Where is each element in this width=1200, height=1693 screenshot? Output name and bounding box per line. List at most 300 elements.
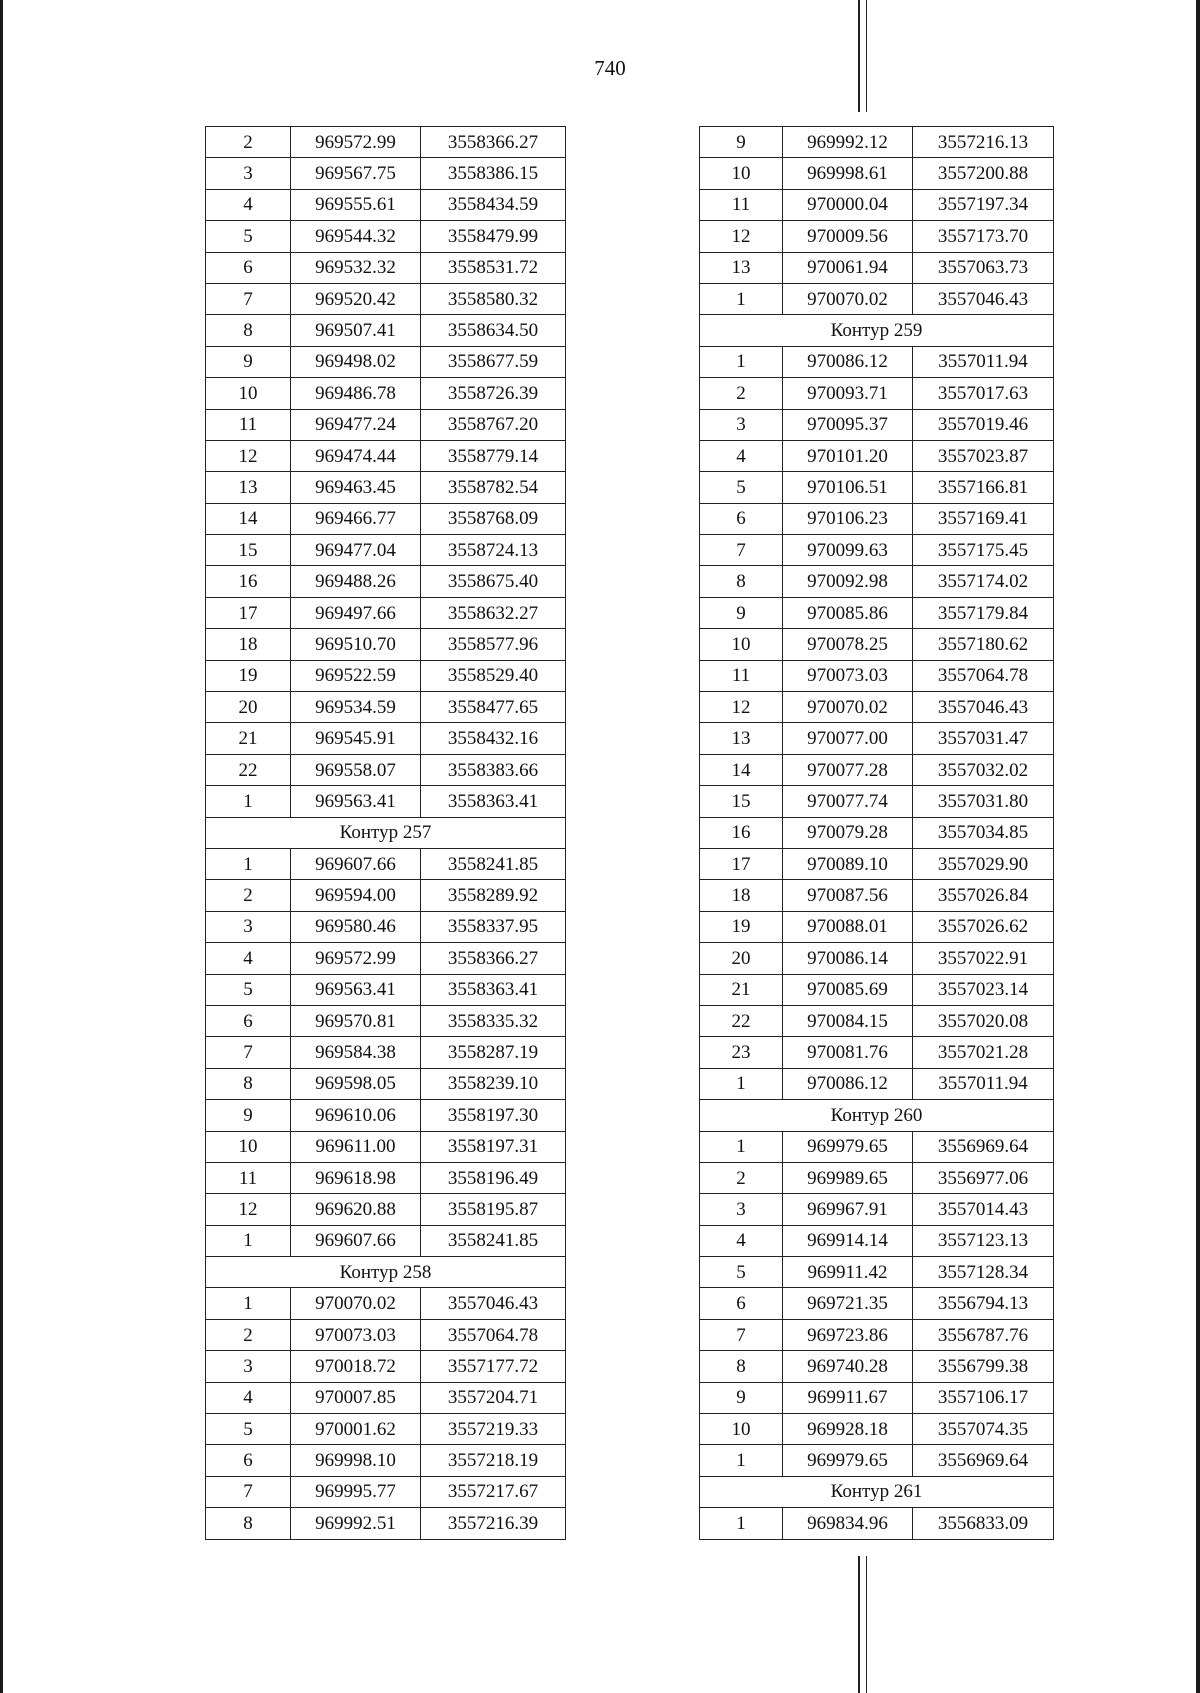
scan-right-border	[1196, 0, 1200, 1693]
x-coordinate: 969522.59	[291, 660, 421, 691]
point-number: 17	[700, 848, 783, 879]
point-number: 2	[700, 378, 783, 409]
x-coordinate: 969466.77	[291, 503, 421, 534]
point-number: 4	[700, 1225, 783, 1256]
point-number: 1	[700, 1445, 783, 1476]
y-coordinate: 3557218.19	[421, 1445, 566, 1476]
x-coordinate: 969607.66	[291, 848, 421, 879]
table-row	[700, 1288, 1054, 1319]
y-coordinate: 3558386.15	[421, 158, 566, 189]
y-coordinate: 3557174.02	[913, 566, 1054, 597]
table-row	[206, 1445, 566, 1476]
point-number: 14	[206, 503, 291, 534]
table-row	[206, 503, 566, 534]
table-row	[700, 911, 1054, 942]
x-coordinate: 970061.94	[783, 252, 913, 283]
table-row	[206, 535, 566, 566]
point-number: 3	[206, 158, 291, 189]
table-row	[700, 597, 1054, 628]
x-coordinate: 969979.65	[783, 1445, 913, 1476]
table-row	[206, 1288, 566, 1319]
scan-mark-bottom	[858, 1556, 860, 1693]
x-coordinate: 970086.14	[783, 943, 913, 974]
table-row	[206, 1194, 566, 1225]
y-coordinate: 3557046.43	[913, 692, 1054, 723]
y-coordinate: 3558432.16	[421, 723, 566, 754]
table-row	[206, 660, 566, 691]
point-number: 11	[206, 409, 291, 440]
point-number: 21	[700, 974, 783, 1005]
y-coordinate: 3557179.84	[913, 597, 1054, 628]
x-coordinate: 970070.02	[783, 692, 913, 723]
table-row	[700, 848, 1054, 879]
x-coordinate: 970086.12	[783, 1068, 913, 1099]
y-coordinate: 3557169.41	[913, 503, 1054, 534]
y-coordinate: 3557200.88	[913, 158, 1054, 189]
point-number: 5	[700, 1257, 783, 1288]
y-coordinate: 3558434.59	[421, 189, 566, 220]
x-coordinate: 970078.25	[783, 629, 913, 660]
table-row	[206, 127, 566, 158]
contour-label: Контур 258	[206, 1257, 566, 1288]
y-coordinate: 3557034.85	[913, 817, 1054, 848]
contour-header-row	[206, 817, 566, 848]
point-number: 2	[206, 127, 291, 158]
y-coordinate: 3558782.54	[421, 472, 566, 503]
point-number: 8	[206, 1068, 291, 1099]
y-coordinate: 3558767.20	[421, 409, 566, 440]
table-row	[206, 848, 566, 879]
table-row	[700, 535, 1054, 566]
x-coordinate: 970089.10	[783, 848, 913, 879]
x-coordinate: 970070.02	[783, 283, 913, 314]
x-coordinate: 969610.06	[291, 1100, 421, 1131]
x-coordinate: 970085.86	[783, 597, 913, 628]
y-coordinate: 3557031.80	[913, 786, 1054, 817]
y-coordinate: 3558241.85	[421, 848, 566, 879]
y-coordinate: 3558634.50	[421, 315, 566, 346]
point-number: 6	[700, 1288, 783, 1319]
x-coordinate: 969477.24	[291, 409, 421, 440]
table-row	[700, 1445, 1054, 1476]
x-coordinate: 969992.12	[783, 127, 913, 158]
y-coordinate: 3558337.95	[421, 911, 566, 942]
y-coordinate: 3557063.73	[913, 252, 1054, 283]
table-row	[206, 378, 566, 409]
point-number: 18	[206, 629, 291, 660]
y-coordinate: 3558677.59	[421, 346, 566, 377]
table-row	[700, 1414, 1054, 1445]
table-row	[206, 440, 566, 471]
x-coordinate: 969572.99	[291, 127, 421, 158]
y-coordinate: 3557173.70	[913, 221, 1054, 252]
table-row	[700, 974, 1054, 1005]
x-coordinate: 969498.02	[291, 346, 421, 377]
y-coordinate: 3557031.47	[913, 723, 1054, 754]
x-coordinate: 970106.23	[783, 503, 913, 534]
x-coordinate: 969723.86	[783, 1319, 913, 1350]
y-coordinate: 3558366.27	[421, 943, 566, 974]
point-number: 10	[206, 378, 291, 409]
table-row	[206, 1225, 566, 1256]
y-coordinate: 3557177.72	[421, 1351, 566, 1382]
point-number: 9	[206, 346, 291, 377]
point-number: 1	[700, 1508, 783, 1539]
table-row	[700, 943, 1054, 974]
table-row	[700, 378, 1054, 409]
point-number: 5	[206, 1414, 291, 1445]
point-number: 1	[206, 1225, 291, 1256]
y-coordinate: 3558196.49	[421, 1162, 566, 1193]
point-number: 22	[206, 754, 291, 785]
table-row	[206, 911, 566, 942]
table-row	[206, 566, 566, 597]
x-coordinate: 969567.75	[291, 158, 421, 189]
y-coordinate: 3558197.31	[421, 1131, 566, 1162]
x-coordinate: 969967.91	[783, 1194, 913, 1225]
table-row	[206, 1131, 566, 1162]
table-row	[700, 1225, 1054, 1256]
x-coordinate: 970084.15	[783, 1005, 913, 1036]
contour-label: Контур 259	[700, 315, 1054, 346]
table-row	[700, 158, 1054, 189]
x-coordinate: 969570.81	[291, 1005, 421, 1036]
table-row	[206, 189, 566, 220]
point-number: 11	[206, 1162, 291, 1193]
table-row	[700, 472, 1054, 503]
point-number: 8	[700, 1351, 783, 1382]
point-number: 3	[700, 409, 783, 440]
table-row	[206, 786, 566, 817]
table-row	[206, 692, 566, 723]
table-row	[700, 1131, 1054, 1162]
point-number: 6	[206, 252, 291, 283]
y-coordinate: 3557217.67	[421, 1476, 566, 1507]
point-number: 21	[206, 723, 291, 754]
table-row	[206, 1319, 566, 1350]
table-row	[206, 283, 566, 314]
y-coordinate: 3558287.19	[421, 1037, 566, 1068]
x-coordinate: 969463.45	[291, 472, 421, 503]
contour-header-row	[700, 1476, 1054, 1507]
y-coordinate: 3556969.64	[913, 1131, 1054, 1162]
point-number: 10	[700, 1414, 783, 1445]
x-coordinate: 969618.98	[291, 1162, 421, 1193]
x-coordinate: 970077.28	[783, 754, 913, 785]
table-row	[700, 1037, 1054, 1068]
point-number: 6	[700, 503, 783, 534]
contour-label: Контур 257	[206, 817, 566, 848]
point-number: 23	[700, 1037, 783, 1068]
y-coordinate: 3558779.14	[421, 440, 566, 471]
table-row	[700, 723, 1054, 754]
y-coordinate: 3557014.43	[913, 1194, 1054, 1225]
table-row	[206, 346, 566, 377]
point-number: 2	[206, 880, 291, 911]
x-coordinate: 969989.65	[783, 1162, 913, 1193]
table-row	[700, 629, 1054, 660]
x-coordinate: 969911.67	[783, 1382, 913, 1413]
y-coordinate: 3558726.39	[421, 378, 566, 409]
x-coordinate: 969995.77	[291, 1476, 421, 1507]
table-row	[700, 566, 1054, 597]
y-coordinate: 3557032.02	[913, 754, 1054, 785]
table-row	[206, 409, 566, 440]
x-coordinate: 970087.56	[783, 880, 913, 911]
point-number: 13	[700, 252, 783, 283]
point-number: 8	[206, 1508, 291, 1539]
x-coordinate: 969598.05	[291, 1068, 421, 1099]
y-coordinate: 3557046.43	[913, 283, 1054, 314]
x-coordinate: 969545.91	[291, 723, 421, 754]
point-number: 12	[206, 440, 291, 471]
point-number: 8	[700, 566, 783, 597]
y-coordinate: 3556969.64	[913, 1445, 1054, 1476]
y-coordinate: 3557123.13	[913, 1225, 1054, 1256]
point-number: 10	[700, 629, 783, 660]
y-coordinate: 3557011.94	[913, 346, 1054, 377]
y-coordinate: 3558675.40	[421, 566, 566, 597]
coordinates-table-left	[205, 126, 566, 1540]
contour-header-row	[700, 315, 1054, 346]
y-coordinate: 3556799.38	[913, 1351, 1054, 1382]
table-row	[700, 252, 1054, 283]
y-coordinate: 3557175.45	[913, 535, 1054, 566]
y-coordinate: 3557197.34	[913, 189, 1054, 220]
x-coordinate: 969474.44	[291, 440, 421, 471]
table-row	[700, 1382, 1054, 1413]
y-coordinate: 3557204.71	[421, 1382, 566, 1413]
table-row	[700, 283, 1054, 314]
point-number: 10	[206, 1131, 291, 1162]
point-number: 12	[206, 1194, 291, 1225]
x-coordinate: 970086.12	[783, 346, 913, 377]
table-row	[206, 723, 566, 754]
table-row	[700, 1508, 1054, 1539]
table-row	[700, 786, 1054, 817]
point-number: 18	[700, 880, 783, 911]
x-coordinate: 969563.41	[291, 974, 421, 1005]
point-number: 4	[206, 1382, 291, 1413]
table-row	[700, 440, 1054, 471]
table-row	[206, 1382, 566, 1413]
contour-header-row	[700, 1100, 1054, 1131]
table-row	[700, 1319, 1054, 1350]
x-coordinate: 969488.26	[291, 566, 421, 597]
x-coordinate: 969486.78	[291, 378, 421, 409]
point-number: 7	[206, 1037, 291, 1068]
table-row	[206, 221, 566, 252]
x-coordinate: 970073.03	[291, 1319, 421, 1350]
point-number: 2	[700, 1162, 783, 1193]
table-row	[206, 1351, 566, 1382]
x-coordinate: 970092.98	[783, 566, 913, 597]
table-row	[700, 817, 1054, 848]
table-row	[206, 1037, 566, 1068]
y-coordinate: 3557216.39	[421, 1508, 566, 1539]
contour-label: Контур 261	[700, 1476, 1054, 1507]
x-coordinate: 970106.51	[783, 472, 913, 503]
x-coordinate: 969520.42	[291, 283, 421, 314]
table-row	[206, 472, 566, 503]
point-number: 15	[206, 535, 291, 566]
point-number: 7	[700, 1319, 783, 1350]
x-coordinate: 970077.74	[783, 786, 913, 817]
x-coordinate: 969620.88	[291, 1194, 421, 1225]
y-coordinate: 3558239.10	[421, 1068, 566, 1099]
point-number: 14	[700, 754, 783, 785]
x-coordinate: 969979.65	[783, 1131, 913, 1162]
y-coordinate: 3556787.76	[913, 1319, 1054, 1350]
point-number: 6	[206, 1445, 291, 1476]
scan-mark-top-2	[866, 0, 867, 112]
table-row	[700, 692, 1054, 723]
x-coordinate: 969558.07	[291, 754, 421, 785]
table-row	[700, 660, 1054, 691]
scan-mark-bottom-2	[866, 1556, 867, 1693]
table-row	[700, 1068, 1054, 1099]
table-row	[700, 221, 1054, 252]
y-coordinate: 3558241.85	[421, 1225, 566, 1256]
x-coordinate: 969992.51	[291, 1508, 421, 1539]
x-coordinate: 969563.41	[291, 786, 421, 817]
table-row	[206, 943, 566, 974]
point-number: 20	[700, 943, 783, 974]
x-coordinate: 969532.32	[291, 252, 421, 283]
x-coordinate: 969928.18	[783, 1414, 913, 1445]
table-row	[206, 1508, 566, 1539]
table-row	[206, 1162, 566, 1193]
y-coordinate: 3557180.62	[913, 629, 1054, 660]
x-coordinate: 970085.69	[783, 974, 913, 1005]
x-coordinate: 970095.37	[783, 409, 913, 440]
table-row	[206, 974, 566, 1005]
point-number: 1	[700, 283, 783, 314]
table-row	[700, 409, 1054, 440]
point-number: 4	[206, 943, 291, 974]
table-row	[700, 880, 1054, 911]
y-coordinate: 3557026.62	[913, 911, 1054, 942]
x-coordinate: 970081.76	[783, 1037, 913, 1068]
point-number: 13	[206, 472, 291, 503]
x-coordinate: 969544.32	[291, 221, 421, 252]
y-coordinate: 3557017.63	[913, 378, 1054, 409]
contour-header-row	[206, 1257, 566, 1288]
x-coordinate: 969721.35	[783, 1288, 913, 1319]
x-coordinate: 970079.28	[783, 817, 913, 848]
x-coordinate: 970001.62	[291, 1414, 421, 1445]
table-row	[206, 315, 566, 346]
y-coordinate: 3558768.09	[421, 503, 566, 534]
x-coordinate: 970009.56	[783, 221, 913, 252]
point-number: 7	[206, 1476, 291, 1507]
point-number: 20	[206, 692, 291, 723]
point-number: 1	[700, 346, 783, 377]
x-coordinate: 970073.03	[783, 660, 913, 691]
x-coordinate: 969584.38	[291, 1037, 421, 1068]
y-coordinate: 3557023.14	[913, 974, 1054, 1005]
point-number: 16	[700, 817, 783, 848]
table-row	[700, 127, 1054, 158]
y-coordinate: 3558289.92	[421, 880, 566, 911]
point-number: 6	[206, 1005, 291, 1036]
y-coordinate: 3557020.08	[913, 1005, 1054, 1036]
table-row	[206, 1100, 566, 1131]
scan-mark-top	[858, 0, 860, 112]
y-coordinate: 3558529.40	[421, 660, 566, 691]
x-coordinate: 970099.63	[783, 535, 913, 566]
point-number: 4	[700, 440, 783, 471]
y-coordinate: 3558477.65	[421, 692, 566, 723]
y-coordinate: 3558479.99	[421, 221, 566, 252]
point-number: 5	[700, 472, 783, 503]
y-coordinate: 3557166.81	[913, 472, 1054, 503]
x-coordinate: 970093.71	[783, 378, 913, 409]
point-number: 9	[206, 1100, 291, 1131]
y-coordinate: 3557219.33	[421, 1414, 566, 1445]
x-coordinate: 969740.28	[783, 1351, 913, 1382]
y-coordinate: 3557021.28	[913, 1037, 1054, 1068]
table-row	[700, 346, 1054, 377]
point-number: 1	[206, 786, 291, 817]
point-number: 3	[700, 1194, 783, 1225]
table-row	[206, 1414, 566, 1445]
x-coordinate: 969998.10	[291, 1445, 421, 1476]
y-coordinate: 3558363.41	[421, 974, 566, 1005]
y-coordinate: 3556977.06	[913, 1162, 1054, 1193]
y-coordinate: 3558580.32	[421, 283, 566, 314]
point-number: 2	[206, 1319, 291, 1350]
y-coordinate: 3558335.32	[421, 1005, 566, 1036]
x-coordinate: 970000.04	[783, 189, 913, 220]
table-row	[206, 754, 566, 785]
point-number: 9	[700, 597, 783, 628]
y-coordinate: 3558531.72	[421, 252, 566, 283]
point-number: 7	[206, 283, 291, 314]
x-coordinate: 969497.66	[291, 597, 421, 628]
y-coordinate: 3557064.78	[913, 660, 1054, 691]
point-number: 12	[700, 221, 783, 252]
y-coordinate: 3558632.27	[421, 597, 566, 628]
x-coordinate: 969572.99	[291, 943, 421, 974]
point-number: 4	[206, 189, 291, 220]
point-number: 1	[700, 1068, 783, 1099]
point-number: 16	[206, 566, 291, 597]
point-number: 11	[700, 660, 783, 691]
table-row	[700, 1005, 1054, 1036]
table-row	[700, 754, 1054, 785]
point-number: 3	[206, 1351, 291, 1382]
x-coordinate: 969534.59	[291, 692, 421, 723]
x-coordinate: 969607.66	[291, 1225, 421, 1256]
point-number: 1	[206, 848, 291, 879]
y-coordinate: 3557074.35	[913, 1414, 1054, 1445]
y-coordinate: 3558577.96	[421, 629, 566, 660]
point-number: 19	[700, 911, 783, 942]
y-coordinate: 3557128.34	[913, 1257, 1054, 1288]
y-coordinate: 3558724.13	[421, 535, 566, 566]
x-coordinate: 970077.00	[783, 723, 913, 754]
point-number: 7	[700, 535, 783, 566]
table-row	[206, 597, 566, 628]
point-number: 8	[206, 315, 291, 346]
point-number: 10	[700, 158, 783, 189]
y-coordinate: 3557064.78	[421, 1319, 566, 1350]
table-row	[700, 503, 1054, 534]
point-number: 1	[700, 1131, 783, 1162]
x-coordinate: 970088.01	[783, 911, 913, 942]
scan-left-border	[0, 0, 3, 1693]
